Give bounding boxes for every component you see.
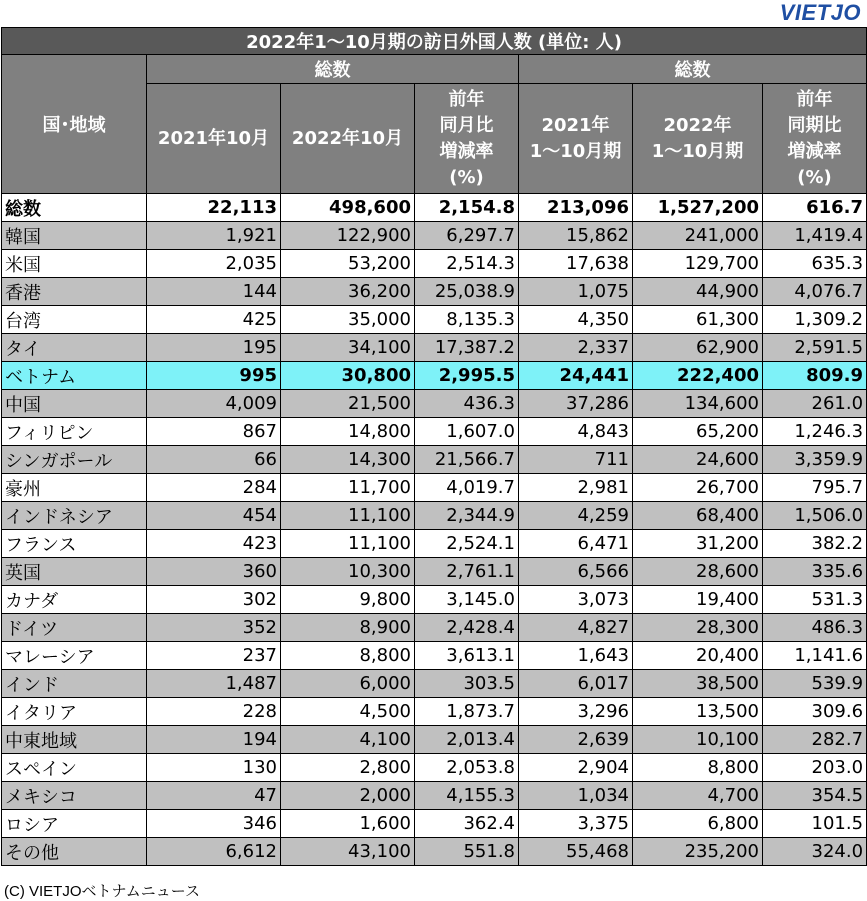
table-row [2, 530, 867, 558]
value-cell: 2,591.5 [763, 334, 867, 362]
region-name: 総数 [2, 194, 147, 222]
region-name: 中国 [2, 390, 147, 418]
value-cell: 1,921 [147, 222, 281, 250]
column-header: 前年 同期比 増減率 (%) [763, 84, 867, 194]
column-header: 2022年10月 [281, 84, 415, 194]
value-cell: 1,309.2 [763, 306, 867, 334]
value-cell: 1,141.6 [763, 642, 867, 670]
value-cell: 228 [147, 698, 281, 726]
region-name: ドイツ [2, 614, 147, 642]
value-cell: 795.7 [763, 474, 867, 502]
value-cell: 2,761.1 [415, 558, 519, 586]
value-cell: 30,800 [281, 362, 415, 390]
value-cell: 352 [147, 614, 281, 642]
copyright-footer: (C) VIETJOベトナムニュース [4, 883, 200, 900]
value-cell: 4,700 [633, 782, 763, 810]
table-row [2, 586, 867, 614]
value-cell: 25,038.9 [415, 278, 519, 306]
value-cell: 1,246.3 [763, 418, 867, 446]
value-cell: 1,034 [519, 782, 633, 810]
value-cell: 213,096 [519, 194, 633, 222]
value-cell: 43,100 [281, 838, 415, 866]
table-row [2, 418, 867, 446]
value-cell: 4,259 [519, 502, 633, 530]
value-cell: 15,862 [519, 222, 633, 250]
value-cell: 19,400 [633, 586, 763, 614]
value-cell: 11,100 [281, 530, 415, 558]
column-header: 2022年 1～10月期 [633, 84, 763, 194]
column-header: 前年 同月比 増減率 (%) [415, 84, 519, 194]
value-cell: 995 [147, 362, 281, 390]
table-row [2, 362, 867, 390]
value-cell: 616.7 [763, 194, 867, 222]
region-name: メキシコ [2, 782, 147, 810]
value-cell: 65,200 [633, 418, 763, 446]
value-cell: 134,600 [633, 390, 763, 418]
value-cell: 1,643 [519, 642, 633, 670]
value-cell: 21,566.7 [415, 446, 519, 474]
region-name: その他 [2, 838, 147, 866]
value-cell: 195 [147, 334, 281, 362]
value-cell: 486.3 [763, 614, 867, 642]
region-name: タイ [2, 334, 147, 362]
value-cell: 6,566 [519, 558, 633, 586]
value-cell: 6,000 [281, 670, 415, 698]
value-cell: 711 [519, 446, 633, 474]
value-cell: 309.6 [763, 698, 867, 726]
value-cell: 362.4 [415, 810, 519, 838]
value-cell: 122,900 [281, 222, 415, 250]
table-row [2, 278, 867, 306]
value-cell: 14,800 [281, 418, 415, 446]
value-cell: 237 [147, 642, 281, 670]
table-row [2, 502, 867, 530]
value-cell: 129,700 [633, 250, 763, 278]
value-cell: 38,500 [633, 670, 763, 698]
table-row [2, 698, 867, 726]
value-cell: 62,900 [633, 334, 763, 362]
value-cell: 10,300 [281, 558, 415, 586]
value-cell: 1,506.0 [763, 502, 867, 530]
value-cell: 4,076.7 [763, 278, 867, 306]
value-cell: 302 [147, 586, 281, 614]
value-cell: 11,100 [281, 502, 415, 530]
visitor-table [1, 27, 867, 866]
value-cell: 2,904 [519, 754, 633, 782]
value-cell: 809.9 [763, 362, 867, 390]
value-cell: 498,600 [281, 194, 415, 222]
table-row [2, 782, 867, 810]
region-name: 韓国 [2, 222, 147, 250]
value-cell: 2,013.4 [415, 726, 519, 754]
value-cell: 2,995.5 [415, 362, 519, 390]
value-cell: 8,800 [281, 642, 415, 670]
value-cell: 31,200 [633, 530, 763, 558]
value-cell: 1,075 [519, 278, 633, 306]
value-cell: 324.0 [763, 838, 867, 866]
region-name: ベトナム [2, 362, 147, 390]
table-title: 2022年1～10月期の訪日外国人数 (単位: 人) [2, 28, 867, 55]
value-cell: 2,035 [147, 250, 281, 278]
value-cell: 2,344.9 [415, 502, 519, 530]
value-cell: 4,843 [519, 418, 633, 446]
value-cell: 2,514.3 [415, 250, 519, 278]
value-cell: 235,200 [633, 838, 763, 866]
table-row [2, 838, 867, 866]
region-name: カナダ [2, 586, 147, 614]
value-cell: 14,300 [281, 446, 415, 474]
value-cell: 6,612 [147, 838, 281, 866]
value-cell: 2,053.8 [415, 754, 519, 782]
column-header: 2021年 1～10月期 [519, 84, 633, 194]
value-cell: 101.5 [763, 810, 867, 838]
value-cell: 4,155.3 [415, 782, 519, 810]
value-cell: 6,017 [519, 670, 633, 698]
value-cell: 3,296 [519, 698, 633, 726]
region-name: フランス [2, 530, 147, 558]
value-cell: 425 [147, 306, 281, 334]
value-cell: 635.3 [763, 250, 867, 278]
value-cell: 21,500 [281, 390, 415, 418]
value-cell: 61,300 [633, 306, 763, 334]
value-cell: 867 [147, 418, 281, 446]
value-cell: 3,359.9 [763, 446, 867, 474]
table-row [2, 642, 867, 670]
value-cell: 53,200 [281, 250, 415, 278]
value-cell: 35,000 [281, 306, 415, 334]
value-cell: 4,827 [519, 614, 633, 642]
value-cell: 3,375 [519, 810, 633, 838]
table-row [2, 810, 867, 838]
region-name: フィリピン [2, 418, 147, 446]
value-cell: 4,500 [281, 698, 415, 726]
value-cell: 346 [147, 810, 281, 838]
value-cell: 423 [147, 530, 281, 558]
value-cell: 13,500 [633, 698, 763, 726]
table-row [2, 250, 867, 278]
table-row [2, 390, 867, 418]
region-name: 中東地域 [2, 726, 147, 754]
value-cell: 2,800 [281, 754, 415, 782]
value-cell: 335.6 [763, 558, 867, 586]
value-cell: 4,350 [519, 306, 633, 334]
value-cell: 68,400 [633, 502, 763, 530]
value-cell: 1,487 [147, 670, 281, 698]
value-cell: 2,981 [519, 474, 633, 502]
value-cell: 6,800 [633, 810, 763, 838]
table-row [2, 306, 867, 334]
value-cell: 241,000 [633, 222, 763, 250]
value-cell: 4,100 [281, 726, 415, 754]
value-cell: 1,527,200 [633, 194, 763, 222]
region-name: 台湾 [2, 306, 147, 334]
column-header: 2021年10月 [147, 84, 281, 194]
region-name: インド [2, 670, 147, 698]
value-cell: 8,135.3 [415, 306, 519, 334]
value-cell: 17,638 [519, 250, 633, 278]
value-cell: 203.0 [763, 754, 867, 782]
value-cell: 24,600 [633, 446, 763, 474]
region-name: スペイン [2, 754, 147, 782]
value-cell: 382.2 [763, 530, 867, 558]
value-cell: 2,524.1 [415, 530, 519, 558]
value-cell: 1,873.7 [415, 698, 519, 726]
value-cell: 3,073 [519, 586, 633, 614]
value-cell: 8,800 [633, 754, 763, 782]
value-cell: 34,100 [281, 334, 415, 362]
region-name: インドネシア [2, 502, 147, 530]
value-cell: 47 [147, 782, 281, 810]
table-row [2, 670, 867, 698]
table-row [2, 726, 867, 754]
value-cell: 360 [147, 558, 281, 586]
value-cell: 284 [147, 474, 281, 502]
value-cell: 2,337 [519, 334, 633, 362]
region-header: 国･地域 [2, 55, 147, 194]
value-cell: 2,000 [281, 782, 415, 810]
vietjo-logo: VIETJO [779, 0, 861, 25]
value-cell: 130 [147, 754, 281, 782]
table-row [2, 334, 867, 362]
value-cell: 55,468 [519, 838, 633, 866]
region-name: 英国 [2, 558, 147, 586]
value-cell: 222,400 [633, 362, 763, 390]
table-row [2, 222, 867, 250]
value-cell: 9,800 [281, 586, 415, 614]
value-cell: 282.7 [763, 726, 867, 754]
region-name: シンガポール [2, 446, 147, 474]
value-cell: 17,387.2 [415, 334, 519, 362]
value-cell: 22,113 [147, 194, 281, 222]
value-cell: 6,297.7 [415, 222, 519, 250]
value-cell: 303.5 [415, 670, 519, 698]
region-name: 豪州 [2, 474, 147, 502]
value-cell: 3,613.1 [415, 642, 519, 670]
table-row [2, 754, 867, 782]
value-cell: 539.9 [763, 670, 867, 698]
value-cell: 24,441 [519, 362, 633, 390]
value-cell: 454 [147, 502, 281, 530]
value-cell: 144 [147, 278, 281, 306]
value-cell: 1,600 [281, 810, 415, 838]
group-header-period: 総数 [519, 55, 867, 84]
value-cell: 261.0 [763, 390, 867, 418]
value-cell: 1,419.4 [763, 222, 867, 250]
value-cell: 26,700 [633, 474, 763, 502]
value-cell: 66 [147, 446, 281, 474]
table-row [2, 446, 867, 474]
group-header-monthly: 総数 [147, 55, 519, 84]
table-row [2, 614, 867, 642]
total-row [2, 194, 867, 222]
table-row [2, 558, 867, 586]
value-cell: 531.3 [763, 586, 867, 614]
value-cell: 37,286 [519, 390, 633, 418]
value-cell: 44,900 [633, 278, 763, 306]
value-cell: 28,600 [633, 558, 763, 586]
region-name: 香港 [2, 278, 147, 306]
value-cell: 551.8 [415, 838, 519, 866]
value-cell: 4,009 [147, 390, 281, 418]
region-name: 米国 [2, 250, 147, 278]
value-cell: 8,900 [281, 614, 415, 642]
value-cell: 436.3 [415, 390, 519, 418]
value-cell: 11,700 [281, 474, 415, 502]
region-name: ロシア [2, 810, 147, 838]
value-cell: 3,145.0 [415, 586, 519, 614]
value-cell: 36,200 [281, 278, 415, 306]
value-cell: 194 [147, 726, 281, 754]
value-cell: 28,300 [633, 614, 763, 642]
value-cell: 354.5 [763, 782, 867, 810]
value-cell: 2,428.4 [415, 614, 519, 642]
table-row [2, 474, 867, 502]
region-name: イタリア [2, 698, 147, 726]
value-cell: 20,400 [633, 642, 763, 670]
value-cell: 4,019.7 [415, 474, 519, 502]
value-cell: 1,607.0 [415, 418, 519, 446]
value-cell: 6,471 [519, 530, 633, 558]
value-cell: 2,639 [519, 726, 633, 754]
value-cell: 2,154.8 [415, 194, 519, 222]
region-name: マレーシア [2, 642, 147, 670]
value-cell: 10,100 [633, 726, 763, 754]
